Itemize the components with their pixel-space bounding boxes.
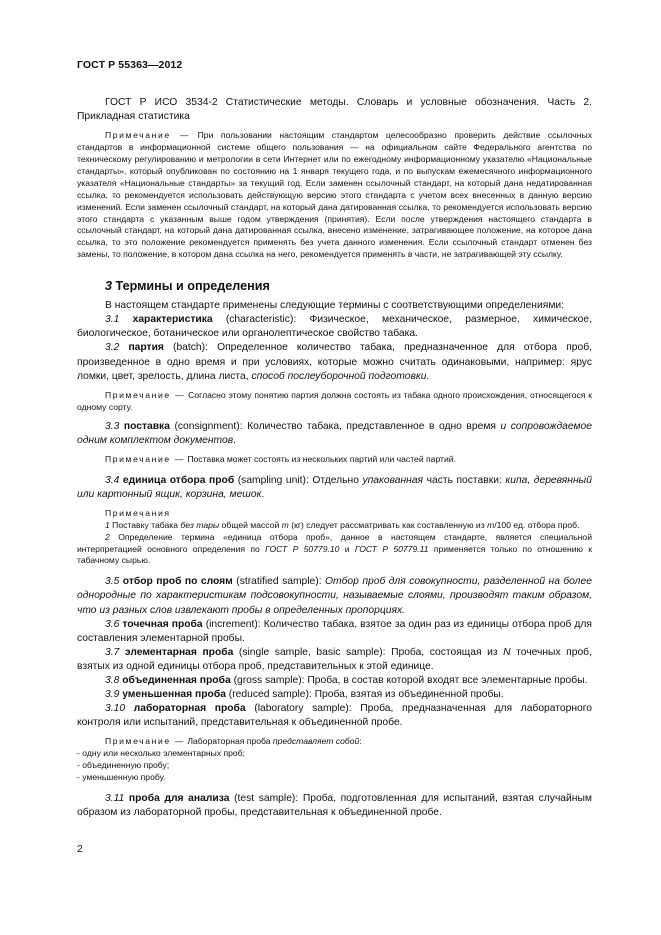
term-english: (sampling unit): xyxy=(237,474,309,486)
term-3-4 xyxy=(77,474,592,502)
term-name: точечная проба xyxy=(122,618,203,630)
term-3-10-note xyxy=(77,736,592,748)
note-number: 1 xyxy=(105,519,110,530)
term-3-3-note xyxy=(77,454,592,466)
variable-n: N xyxy=(503,646,511,658)
term-definition: Проба, состоящая из xyxy=(391,646,498,658)
section-number: 3 xyxy=(105,279,113,294)
term-3-4-note-1 xyxy=(77,520,592,532)
term-english: (reduced sample): xyxy=(228,689,312,701)
term-english: (laboratory sample): xyxy=(254,703,352,715)
term-3-4-notes-label xyxy=(77,508,592,520)
document-code-header: ГОСТ Р 55363—2012 xyxy=(77,59,183,71)
term-definition-italic: упакованная xyxy=(362,474,424,486)
term-number: 3.3 xyxy=(105,420,120,432)
section-title: Термины и определения xyxy=(115,279,270,294)
term-english: (characteristic): xyxy=(225,314,297,326)
term-definition: точечных проб, взятых из одной единицы отбора проб, представительных к этой единице. xyxy=(77,646,592,672)
page-content xyxy=(77,96,592,820)
note-number: 2 xyxy=(105,531,110,542)
term-name: отбор проб по слоям xyxy=(122,576,233,588)
term-definition-end: . xyxy=(426,370,430,382)
term-definition-end: . xyxy=(261,488,265,500)
list-item: - уменьшенную пробу. xyxy=(77,772,166,783)
note-text: (кг) следует рассматривать как составленную из xyxy=(291,519,485,530)
term-number: 3.11 xyxy=(105,793,125,804)
term-number: 3.10 xyxy=(105,703,126,715)
term-3-7 xyxy=(77,646,592,674)
term-definition: Физическое, механическое, размерное, химическое, биологическое, ботаническое или органолептическое свойство табака. xyxy=(77,314,592,340)
term-definition-end: . xyxy=(233,434,236,446)
term-english: (batch): xyxy=(173,342,208,354)
term-definition-italic: и сопровождаемое одним комплектом документов xyxy=(77,420,592,446)
note-text: Поставку табака xyxy=(112,519,179,530)
term-definition-italic: способ послеуборочной подготовки xyxy=(251,370,427,382)
normative-reference: ГОСТ Р ИСО 3534-2 Статистические методы. Словарь и условные обозначения. Часть 2. Прикладная статистика xyxy=(77,97,592,123)
term-definition-italic: Отбор проб для совокупности, разделенной на более однородные по характеристикам подсовокупности, называемые слоями, производят таким образом, что из разных слов извлекают пробы в определенных пропорциях. xyxy=(77,576,592,616)
term-number: 3.2 xyxy=(105,342,120,354)
note-label: Примечание — xyxy=(105,130,191,141)
note-label: Примечание — xyxy=(105,736,185,747)
term-definition: Определенное количество табака, предназначенное для отбора проб, произведенное в одно время и при условиях, которые можно считать одинаковыми, например: ярус ломки, цвет, зрелость, длина листа, xyxy=(77,342,592,382)
note-text: Лабораторная проба xyxy=(187,736,271,747)
term-definition: Количество табака, представленное в одно время xyxy=(247,420,496,432)
list-item: - одну или несколько элементарных проб; xyxy=(77,748,246,759)
list-item: - объединенную пробу; xyxy=(77,760,170,771)
note-text-italic: без тары xyxy=(180,519,220,530)
term-definition-mid: часть поставки: xyxy=(426,474,502,486)
term-name: уменьшенная проба xyxy=(122,689,226,701)
note-text: Определение термина «единица отбора проб», данное в настоящем стандарте, является специальной интерпретацией основного определения по xyxy=(77,531,593,554)
section-heading xyxy=(77,279,592,293)
note-text: общей массой xyxy=(221,519,280,530)
note-text: применяется только по отношению к табачному сырью. xyxy=(77,543,592,566)
term-number: 3.9 xyxy=(105,689,120,701)
term-number: 3.6 xyxy=(105,618,120,630)
term-3-11 xyxy=(77,792,592,820)
note-text: /100 ед. отбора проб. xyxy=(494,519,580,530)
note-label: Примечание — xyxy=(105,453,185,464)
note-label: Примечание — xyxy=(105,389,186,400)
term-3-5 xyxy=(77,575,592,617)
term-number: 3.8 xyxy=(105,675,120,686)
term-english: (increment): xyxy=(205,618,261,630)
notes-label: Примечания xyxy=(105,507,171,518)
term-name: поставка xyxy=(123,420,170,432)
note-text-italic: представляет собой xyxy=(272,736,360,747)
term-name: характеристика xyxy=(132,314,213,326)
term-number: 3.5 xyxy=(105,576,120,588)
term-definition: Проба, в состав которой входят все элементарные пробы. xyxy=(307,675,588,686)
term-name: объединенная проба xyxy=(122,675,231,686)
term-english: (test sample): xyxy=(234,793,299,804)
term-3-2-note xyxy=(77,390,592,414)
term-3-1 xyxy=(77,313,592,341)
note-text: Согласно этому понятию партия должна состоять из табака одного происхождения, относящегося к одному сорту. xyxy=(77,389,592,412)
term-english: (gross sample): xyxy=(233,675,305,686)
term-3-9 xyxy=(77,688,592,702)
standard-ref: ГОСТ Р 50779.10 xyxy=(265,543,340,554)
term-name: единица отбора проб xyxy=(122,474,235,486)
term-number: 3.4 xyxy=(105,474,120,486)
page-number: 2 xyxy=(77,843,83,855)
term-name: лабораторная проба xyxy=(133,703,246,715)
term-name: элементарная проба xyxy=(124,646,234,658)
note-text: При пользовании настоящим стандартом целесообразно проверить действие ссылочных стандартов в информационной системе общего пользования — на официальном сайте Федерального агентства по техническому регулированию и метрологии в сети Интернет или по ежегодному информационному указателю «Национальные стандарты», который опубликован по состоянию на 1 января текущего года, и по выпускам ежемесячного информационного указателя «Национальные стандарты» за текущий год. Если заменен ссылочный стандарт, на который дана недатированная ссылка, то рекомендуется использовать действующую версию этого стандарта с учетом всех внесенных в данную версию изменений. Если заменен ссылочный стандарт, на который дана датированная ссылка, то рекомендуется использовать версию этого стандарта с указанным выше годом утверждения (принятия). Если после утверждения настоящего стандарта в ссылочный стандарт, на который дана датированная ссылка, внесено изменение, затрагивающее положение, на которое дана ссылка, то это положение рекомендуется применять без учета данного изменения. Если ссылочный стандарт отменен без замены, то положение, в котором дана ссылка на него, рекомендуется применять в части, не затрагивающей эту ссылку. xyxy=(77,130,592,260)
section-intro: В настоящем стандарте применены следующие термины с соответствующими определениями: xyxy=(105,300,565,312)
term-definition: Отдельно xyxy=(312,474,359,486)
variable-m: m xyxy=(487,519,495,530)
term-name: партия xyxy=(128,342,164,354)
note-text: и xyxy=(344,543,350,554)
term-number: 3.1 xyxy=(105,314,120,326)
term-3-3 xyxy=(77,420,592,448)
term-3-6 xyxy=(77,618,592,646)
term-english: (single sample, basic sample): xyxy=(238,646,386,658)
term-definition: Проба, подготовленная для испытаний, взятая случайным образом из лабораторной пробы, представительная к объединенной пробе. xyxy=(77,793,592,819)
term-3-2 xyxy=(77,341,592,383)
term-number: 3.7 xyxy=(105,646,120,658)
term-3-8 xyxy=(77,674,592,688)
note-text: : xyxy=(359,736,362,747)
term-definition-italic: кипа, деревянный или картонный ящик, корзина, мешок xyxy=(77,474,592,500)
term-english: (consignment): xyxy=(174,420,243,432)
term-definition: Проба, взятая из объединенной пробы. xyxy=(314,689,504,701)
term-definition: Проба, предназначенная для лабораторного контроля или испытаний, представительная к объединенной пробе. xyxy=(77,703,592,729)
note-text: Поставка может состоять из нескольких партий или частей партий. xyxy=(187,453,456,464)
reference-note xyxy=(77,130,592,261)
term-3-10 xyxy=(77,702,592,730)
term-3-4-note-2 xyxy=(77,532,592,568)
variable-m: m xyxy=(281,519,289,530)
term-name: проба для анализа xyxy=(128,793,230,804)
term-definition: Количество табака, взятое за один раз из единицы отбора проб для составления элементарной пробы. xyxy=(77,618,592,644)
term-english: (stratified sample): xyxy=(236,576,322,588)
standard-ref: ГОСТ Р 50779.11 xyxy=(354,543,429,554)
